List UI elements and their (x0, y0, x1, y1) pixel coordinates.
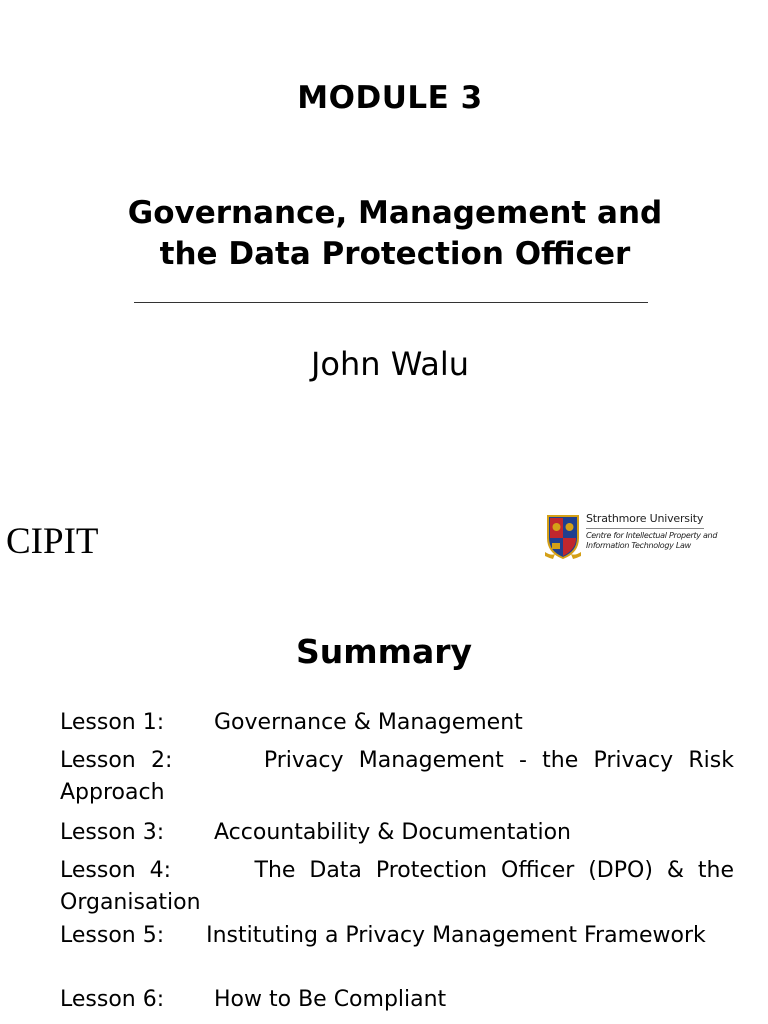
module-heading: MODULE 3 (297, 80, 483, 116)
lesson-number: Lesson 2: (60, 748, 173, 773)
university-subtitle (586, 531, 726, 551)
lesson-number: Lesson 1: (60, 710, 165, 735)
university-subtitle-line-2: Information Technology Law (586, 541, 691, 550)
lesson-item (60, 707, 734, 739)
university-subtitle-line-1: Centre for Intellectual Property and (586, 531, 718, 540)
module-title (40, 193, 728, 275)
lesson-item (60, 817, 734, 849)
university-crest-icon (545, 512, 581, 560)
module-title-line-2: the Data Protection Officer (159, 236, 631, 272)
lesson-item (60, 922, 734, 950)
strathmore-logo (545, 510, 725, 562)
lesson-title: Instituting a Privacy Management Framework (206, 923, 706, 948)
lesson-item (60, 855, 734, 919)
author-name: John Walu (310, 345, 470, 383)
lesson-number: Lesson 5: (60, 923, 165, 948)
lesson-number: Lesson 4: (60, 858, 172, 883)
lesson-number: Lesson 3: (60, 820, 165, 845)
lesson-title: Accountability & Documentation (214, 820, 571, 845)
lesson-item (60, 984, 734, 1016)
lesson-item (60, 745, 734, 809)
university-name-underline (586, 528, 704, 529)
lesson-title: How to Be Compliant (214, 987, 447, 1012)
lesson-title: Governance & Management (214, 710, 523, 735)
university-name: Strathmore University (586, 512, 704, 525)
summary-heading: Summary (295, 632, 473, 671)
cipit-logo: CIPIT (6, 521, 99, 562)
title-divider (134, 302, 648, 303)
lesson-number: Lesson 6: (60, 987, 165, 1012)
lesson-title: The Data Protection Officer (DPO) & the Organisation (60, 858, 734, 915)
lesson-title: Privacy Management - the Privacy Risk Approach (60, 748, 734, 805)
module-title-line-1: Governance, Management and (127, 195, 663, 231)
